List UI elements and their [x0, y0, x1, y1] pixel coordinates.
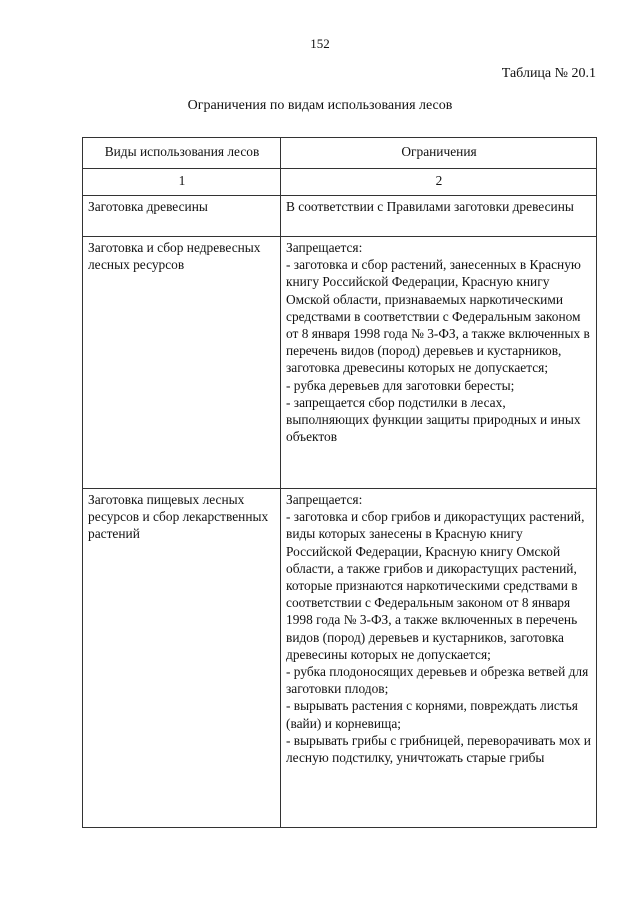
- row-use-type: Заготовка и сбор недревесных лесных ресурсов: [83, 237, 281, 489]
- restriction-line: - рубка деревьев для заготовки бересты;: [286, 377, 515, 393]
- column-numbering-row: [83, 169, 597, 196]
- restriction-line: - рубка плодоносящих деревьев и обрезка ветвей для заготовки плодов;: [286, 664, 589, 697]
- page-number: 152: [310, 36, 330, 51]
- row-use-type: Заготовка пищевых лесных ресурсов и сбор лекарственных растений: [83, 489, 281, 828]
- table-header-row: [83, 138, 597, 169]
- restrictions-table: [82, 137, 597, 828]
- restriction-line: В соответствии с Правилами заготовки древесины: [286, 199, 574, 214]
- row-use-type: Заготовка древесины: [83, 196, 281, 237]
- header-forest-use-types: Виды использования лесов: [83, 138, 281, 169]
- document-title: Ограничения по видам использования лесов: [187, 98, 453, 113]
- table-row: [83, 237, 597, 489]
- restriction-line: - заготовка и сбор растений, занесенных в Красную книгу Российской Федерации, Красную книгу Омской области, признаваемых наркотическими средствами в соответствии с Федеральным законом от 8 января 1998 года № 3-ФЗ, а также включенных в перечень видов (пород) деревьев и кустарников, заготовка древесины которых не допускается;: [286, 257, 590, 376]
- restriction-line: - заготовка и сбор грибов и дикорастущих растений, виды которых занесены в Красную книгу Российской Федерации, Красную книгу Омской области, а также грибов и дикорастущих растений, которые признаются наркотическими средствами в соответствии с Федеральным законом от 8 января 1998 года № 3-ФЗ, а также включенных в перечень видов (пород) деревьев и кустарников, заготовка древесины которых не допускается;: [286, 509, 585, 662]
- column-number-2: 2: [281, 169, 597, 196]
- restriction-line: - вырывать грибы с грибницей, переворачивать мох и лесную подстилку, уничтожать старые грибы: [286, 732, 591, 766]
- table-row: [83, 196, 597, 237]
- row-restrictions: [281, 489, 597, 828]
- restriction-line: - вырывать растения с корнями, повреждать листья (вайи) и корневища;: [286, 698, 578, 731]
- restriction-line: - запрещается сбор подстилки в лесах, выполняющих функции защиты природных и иных объектов: [286, 394, 581, 445]
- row-restrictions: [281, 196, 597, 237]
- row-restrictions: [281, 237, 597, 489]
- restriction-line: Запрещается:: [286, 492, 363, 507]
- header-restrictions: Ограничения: [281, 138, 597, 169]
- column-number-1: 1: [83, 169, 281, 196]
- table-number: Таблица № 20.1: [501, 66, 596, 81]
- table-row: [83, 489, 597, 828]
- restriction-line: Запрещается:: [286, 240, 363, 255]
